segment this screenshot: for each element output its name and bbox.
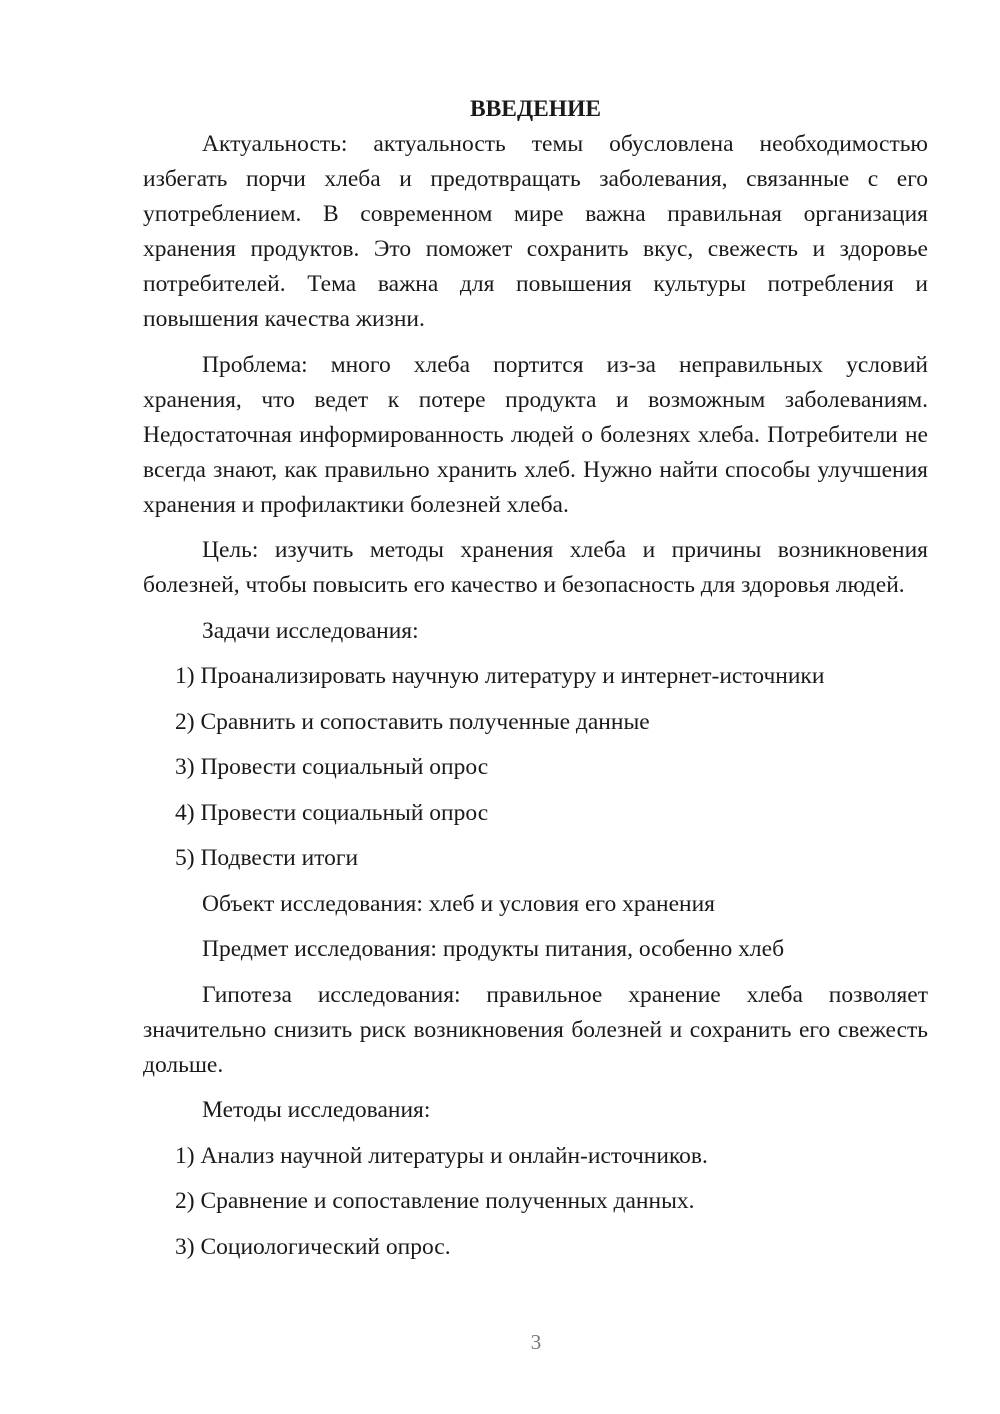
method-item: 1) Анализ научной литературы и онлайн-источников. (175, 1142, 708, 1169)
task-item: 4) Провести социальный опрос (175, 799, 489, 826)
task-item: 2) Сравнить и сопоставить полученные данные (175, 708, 650, 735)
task-item: 5) Подвести итоги (175, 845, 359, 871)
object-paragraph: Объект исследования: хлеб и условия его хранения (202, 890, 715, 917)
tasks-heading: Задачи исследования: (202, 617, 419, 644)
relevance-paragraph: Актуальность: актуальность темы обусловлена необходимостью избегать порчи хлеба и предотвращать заболевания, связанные с его употреблением. В современном мире важна правильная организация хранения продуктов. Это поможет сохранить вкус, свежесть и здоровье потребителей. Тема важна для повышения культуры потребления и повышения качества жизни. (143, 131, 928, 332)
methods-heading: Методы исследования: (202, 1097, 431, 1123)
subject-paragraph: Предмет исследования: продукты питания, особенно хлеб (202, 936, 785, 962)
hypothesis-paragraph: Гипотеза исследования: правильное хранение хлеба позволяет значительно снизить риск возникновения болезней и сохранить его свежесть дольше. (143, 981, 928, 1078)
method-item: 3) Социологический опрос. (175, 1233, 451, 1260)
document-page (143, 92, 928, 1275)
page-number: 3 (530, 1330, 542, 1354)
goal-paragraph: Цель: изучить методы хранения хлеба и причины возникновения болезней, чтобы повысить его качество и безопасность для здоровья людей. (143, 537, 928, 598)
task-item: 1) Проанализировать научную литературу и интернет-источники (175, 663, 825, 689)
problem-paragraph: Проблема: много хлеба портится из-за неправильных условий хранения, что ведет к потере продукта и возможным заболеваниям. Недостаточная информированность людей о болезнях хлеба. Потребители не всегда знают, как правильно хранить хлеб. Нужно найти способы улучшения хранения и профилактики болезней хлеба. (143, 351, 928, 518)
section-title: ВВЕДЕНИЕ (469, 96, 602, 122)
method-item: 2) Сравнение и сопоставление полученных данных. (175, 1188, 695, 1214)
task-item: 3) Провести социальный опрос (175, 754, 489, 780)
